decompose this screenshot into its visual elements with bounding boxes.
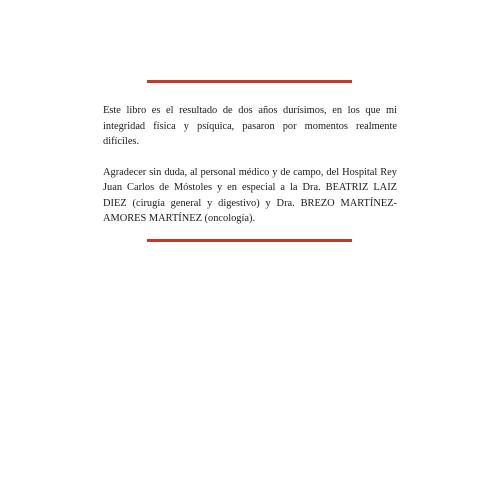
bottom-divider [147,239,352,242]
paragraph-introduction: Este libro es el resultado de dos años durísimos, en los que mi integridad física y psíquica, pasaron por momentos realmente difíciles. [103,105,397,147]
dedication-text-block [103,103,397,227]
top-divider [147,80,352,83]
paragraph-acknowledgements: Agradecer sin duda, al personal médico y de campo, del Hospital Rey Juan Carlos de Móstoles y en especial a la Dra. BEATRIZ LAIZ DIEZ (cirugía general y digestivo) y Dra. BREZO MARTÍNEZ-AMORES MARTÍNEZ (oncología). [103,166,397,224]
